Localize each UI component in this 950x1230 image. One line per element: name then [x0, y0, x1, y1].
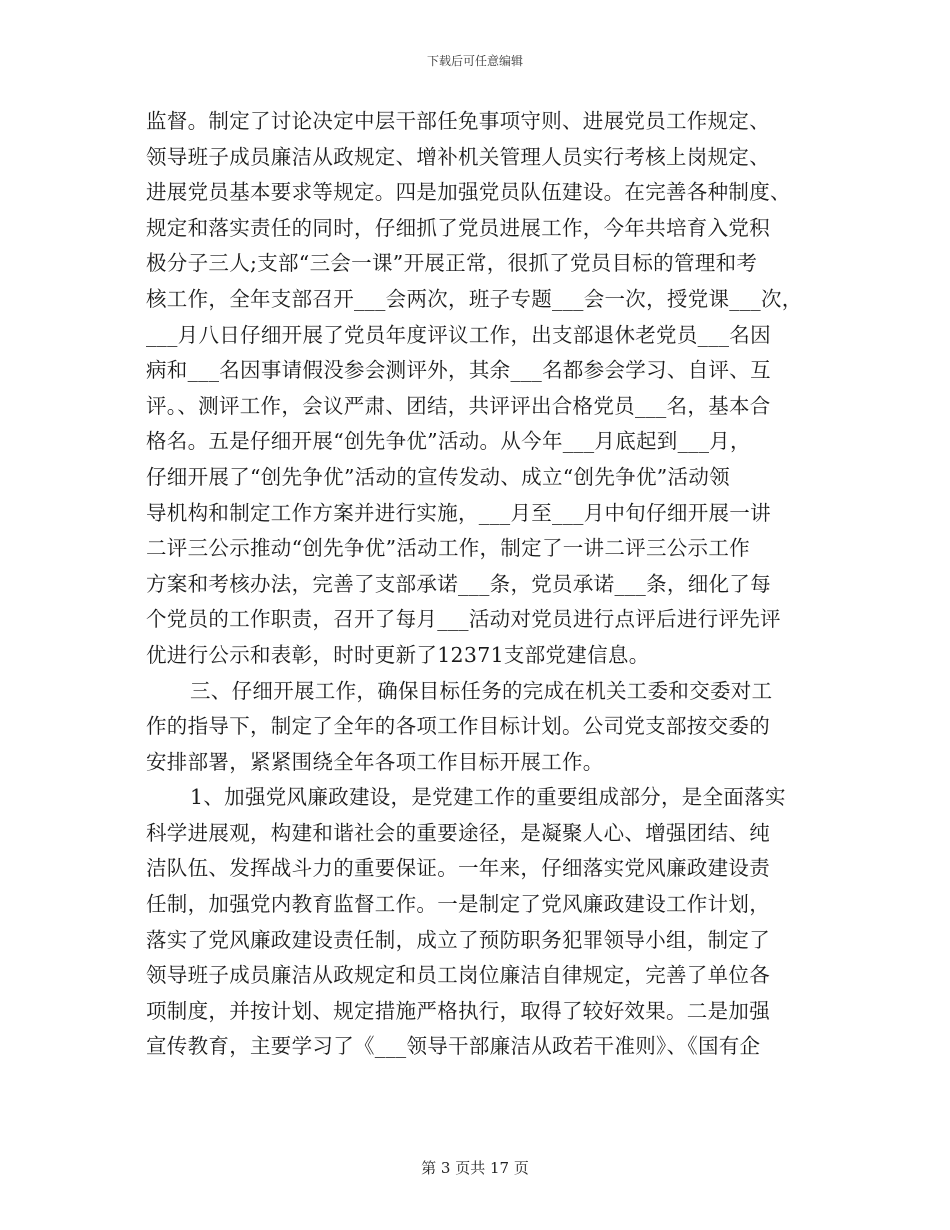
- text-line: 领导班子成员廉洁从政规定和员工岗位廉洁自律规定，完善了单位各: [146, 963, 770, 988]
- page-header: 下载后可任意编辑: [426, 54, 523, 68]
- text-line: 规定和落实责任的同时，仔细抓了党员进展工作，今年共培育入党积: [146, 215, 770, 240]
- text-line: 作的指导下，制定了全年的各项工作目标计划。公司党支部按交委的: [146, 714, 770, 739]
- text-line: 监督。制定了讨论决定中层干部任免事项守则、进展党员工作规定、: [146, 109, 770, 133]
- text-line: 个党员的工作职责，召开了每月___活动对党员进行点评后进行评先评: [146, 607, 781, 632]
- text-line: 病和___名因事请假没参会测评外，其余___名都参会学习、自评、互: [146, 358, 771, 383]
- text-line: 项制度，并按计划、规定措施严格执行，取得了较好效果。二是加强: [146, 998, 770, 1023]
- text-line: 二评三公示推动“创先争优”活动工作，制定了一讲二评三公示工作: [146, 536, 750, 561]
- text-line: 任制，加强党内教育监督工作。一是制定了党风廉政建设工作计划，: [146, 892, 770, 917]
- text-line: 科学进展观，构建和谐社会的重要途径，是凝聚人心、增强团结、纯: [146, 820, 770, 845]
- text-line: 核工作，全年支部召开___会两次，班子专题___会一次，授党课___次，: [146, 286, 803, 311]
- text-line: 洁队伍、发挥战斗力的重要保证。一年来，仔细落实党风廉政建设责: [146, 856, 770, 881]
- text-line: 三、仔细开展工作，确保目标任务的完成在机关工委和交委对工: [190, 678, 773, 703]
- text-line: 宣传教育，主要学习了《___领导干部廉洁从政若干准则》、《国有企: [146, 1034, 761, 1059]
- text-line: 安排部署，紧紧围绕全年各项工作目标开展工作。: [146, 749, 604, 774]
- text-line: 1、加强党风廉政建设，是党建工作的重要组成部分，是全面落实: [190, 785, 786, 810]
- text-line: 进展党员基本要求等规定。四是加强党员队伍建设。在完善各种制度、: [146, 180, 791, 205]
- text-line: 极分子三人;支部“三会一课”开展正常，很抓了党员目标的管理和考: [146, 251, 758, 276]
- text-line: 导机构和制定工作方案并进行实施，___月至___月中旬仔细开展一讲: [146, 500, 771, 525]
- text-line: 评。、测评工作，会议严肃、团结，共评评出合格党员___名，基本合: [146, 393, 771, 418]
- page-number-footer: 第 3 页共 17 页: [421, 1159, 529, 1177]
- text-line: 优进行公示和表彰，时时更新了12371支部党建信息。: [146, 642, 650, 667]
- text-line: ___月八日仔细开展了党员年度评议工作，出支部退休老党员___名因: [146, 322, 771, 347]
- text-line: 落实了党风廉政建设责任制，成立了预防职务犯罪领导小组，制定了: [146, 927, 770, 952]
- text-line: 格名。五是仔细开展“创先争优”活动。从今年___月底起到___月，: [146, 429, 751, 454]
- text-line: 领导班子成员廉洁从政规定、增补机关管理人员实行考核上岗规定、: [146, 144, 770, 169]
- text-line: 方案和考核办法，完善了支部承诺___条，党员承诺___条，细化了每: [146, 571, 771, 596]
- document-body: [146, 104, 806, 1065]
- text-line: 仔细开展了“创先争优”活动的宣传发动、成立“创先争优”活动领: [146, 464, 730, 489]
